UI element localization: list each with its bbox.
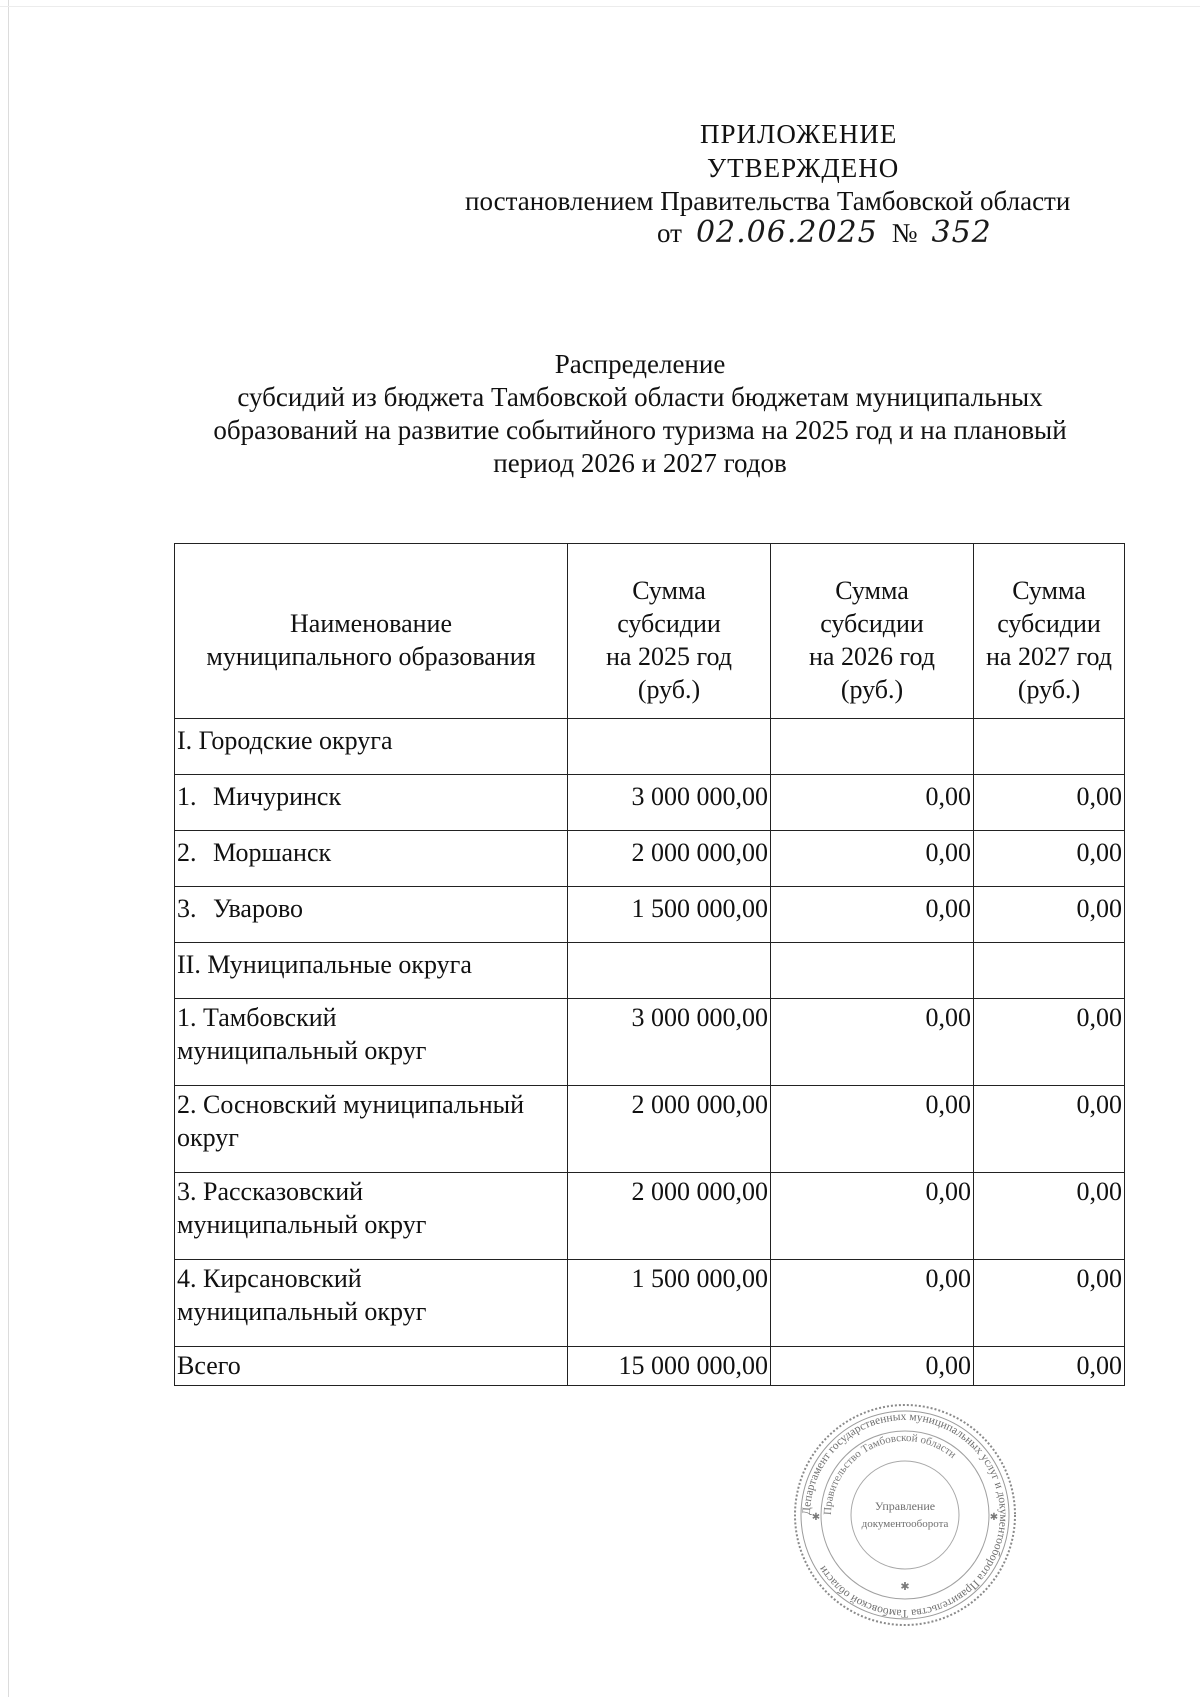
municipality-name: Мичуринск (213, 782, 342, 811)
title-line-4: период 2026 и 2027 годов (493, 448, 787, 478)
sum-2026-cell: 0,00 (771, 887, 974, 943)
title-line-2: субсидий из бюджета Тамбовской области бюджетам муниципальных (237, 382, 1043, 412)
sum-2026-cell: 0,00 (771, 831, 974, 887)
official-seal-stamp (790, 1400, 1020, 1630)
table-row: 1. Мичуринск 3 000 000,00 0,00 0,00 (175, 775, 1125, 831)
sum-2026-cell: 0,00 (771, 1086, 974, 1173)
sum-2026-cell: 0,00 (771, 1260, 974, 1347)
seal-star-icon: ✱ (989, 1512, 999, 1523)
subsidy-table (174, 543, 1125, 1386)
seal-star-icon: ✱ (900, 1581, 910, 1593)
sum-2025-cell: 2 000 000,00 (568, 831, 771, 887)
total-label: Всего (175, 1347, 568, 1386)
municipality-name: 4. Кирсановский муниципальный округ (175, 1260, 568, 1347)
seal-ring (851, 1461, 959, 1569)
seal-center-line-1: Управление (874, 1499, 936, 1513)
scan-edge-top (0, 6, 1200, 7)
sum-2025-cell: 2 000 000,00 (568, 1173, 771, 1260)
section-title: II. Муниципальные округа (175, 943, 568, 999)
appendix-label: ПРИЛОЖЕНИЕ (700, 119, 898, 149)
decree-line: постановлением Правительства Тамбовской области (465, 186, 1071, 216)
municipality-name: 1. Тамбовский муниципальный округ (175, 999, 568, 1086)
header-2026: Сумма субсидии на 2026 год (руб.) (771, 544, 974, 719)
header-name: Наименование муниципального образования (175, 544, 568, 719)
handwritten-date: 02.06.2025 (695, 215, 878, 250)
municipality-name: 3. Рассказовский муниципальный округ (175, 1173, 568, 1260)
title-line-3: образований на развитие событийного туризма на 2025 год и на плановый (213, 415, 1067, 445)
sum-2027-cell: 0,00 (974, 775, 1125, 831)
sum-2026-cell: 0,00 (771, 1173, 974, 1260)
approved-label: УТВЕРЖДЕНО (707, 153, 900, 183)
total-2025-cell: 15 000 000,00 (568, 1347, 771, 1386)
municipality-name: Уварово (213, 894, 304, 923)
sum-2027-cell: 0,00 (974, 1260, 1125, 1347)
section-row-municipal-districts (175, 943, 1125, 999)
total-2026-cell: 0,00 (771, 1347, 974, 1386)
sum-2027-cell: 0,00 (974, 1173, 1125, 1260)
sum-2025-cell: 1 500 000,00 (568, 1260, 771, 1347)
handwritten-number: 352 (931, 215, 992, 250)
date-prefix: от (657, 218, 682, 248)
total-row (175, 1347, 1125, 1386)
seal-inner-text: Правительство Тамбовской области (821, 1431, 959, 1516)
sum-2025-cell: 3 000 000,00 (568, 775, 771, 831)
header-2025: Сумма субсидии на 2025 год (руб.) (568, 544, 771, 719)
table-header-row (175, 544, 1125, 719)
total-2027-cell: 0,00 (974, 1347, 1125, 1386)
decree-date-line (657, 215, 992, 251)
sum-2027-cell: 0,00 (974, 999, 1125, 1086)
sum-2027-cell: 0,00 (974, 887, 1125, 943)
table-row (175, 1260, 1125, 1347)
sum-2027-cell: 0,00 (974, 1086, 1125, 1173)
table-row: 3. Уварово 1 500 000,00 0,00 0,00 (175, 887, 1125, 943)
table-row (175, 1173, 1125, 1260)
section-title: I. Городские округа (175, 719, 568, 775)
document-title (160, 348, 1120, 480)
table-row (175, 999, 1125, 1086)
seal-ring (821, 1431, 989, 1599)
sum-2025-cell: 3 000 000,00 (568, 999, 771, 1086)
section-row-city-districts (175, 719, 1125, 775)
sum-2026-cell: 0,00 (771, 999, 974, 1086)
seal-center-line-2: документооборота (861, 1518, 949, 1530)
table-row: 2. Моршанск 2 000 000,00 0,00 0,00 (175, 831, 1125, 887)
seal-star-icon: ✱ (811, 1512, 821, 1523)
seal-outer-text: Департамент государственных муниципальных услуг и документооборота Правительства Тамбовской области (800, 1410, 1010, 1620)
municipality-name: Моршанск (213, 838, 332, 867)
sum-2025-cell: 2 000 000,00 (568, 1086, 771, 1173)
sum-2026-cell: 0,00 (771, 775, 974, 831)
municipality-name: 2. Сосновский муниципальный округ (175, 1086, 568, 1173)
scan-edge-left (8, 0, 9, 1697)
sum-2027-cell: 0,00 (974, 831, 1125, 887)
title-line-1: Распределение (554, 349, 726, 379)
header-2027: Сумма субсидии на 2027 год (руб.) (974, 544, 1125, 719)
table-row (175, 1086, 1125, 1173)
number-sign: № (891, 218, 918, 248)
sum-2025-cell: 1 500 000,00 (568, 887, 771, 943)
